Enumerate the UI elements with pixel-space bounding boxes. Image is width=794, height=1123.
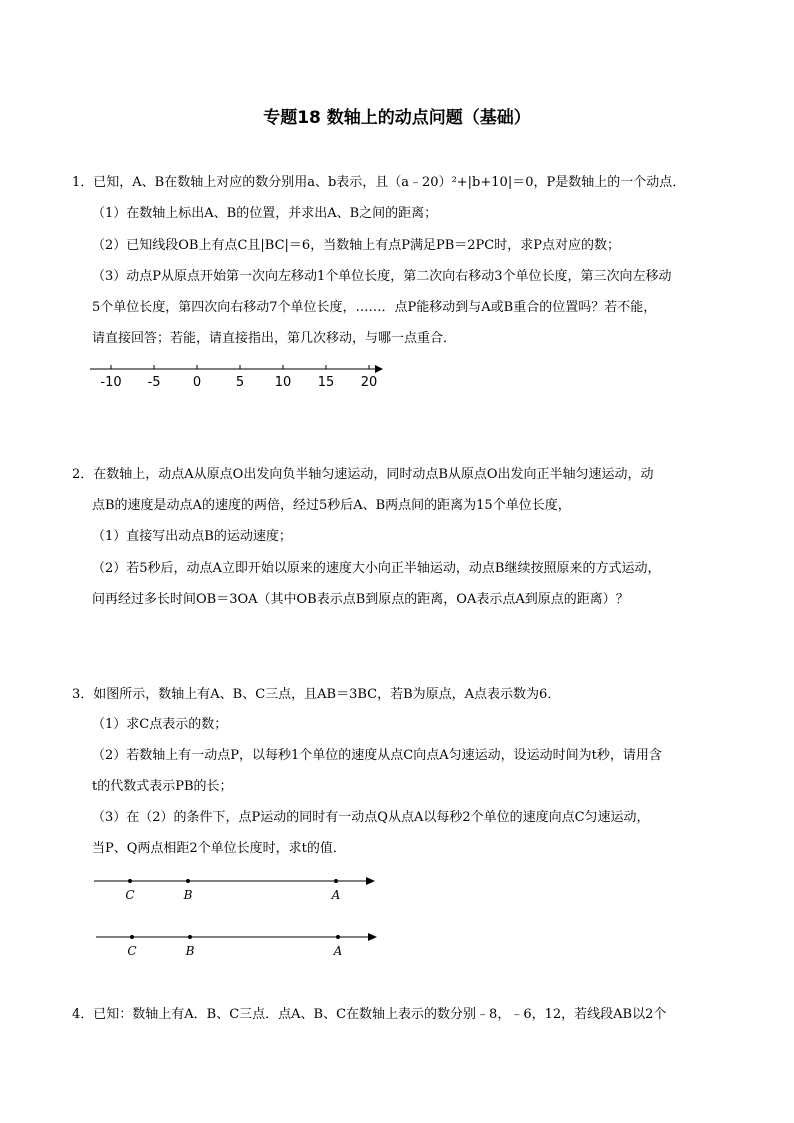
q3-axis1-arrow xyxy=(366,877,375,885)
q3-axis1-label-c: C xyxy=(125,888,135,902)
q3-number-line-2 xyxy=(92,926,382,962)
q2-part2-line1: （2）若5秒后，动点A立即开始以原来的速度大小向正半轴运动，动点B继续按照原来的方式运动， xyxy=(92,561,661,576)
q1-stem: 1．已知，A、B在数轴上对应的数分别用a、b表示，且（a﹣20）²+|b+10|＝0，P是数轴上的一个动点． xyxy=(72,175,686,190)
q3-number-line-1 xyxy=(90,870,380,906)
q3-axis1-point-a xyxy=(334,879,338,883)
q3-axis2-arrow xyxy=(368,933,377,941)
q1-part2: （2）已知线段OB上有点C且|BC|＝6，当数轴上有点P满足PB＝2PC时，求P点对应的数； xyxy=(92,238,620,253)
q3-part2-line1: （2）若数轴上有一动点P，以每秒1个单位的速度从点C向点A匀速运动，设运动时间为t秒，请用含 xyxy=(92,748,662,763)
q3-axis2-label-b: B xyxy=(185,944,195,958)
q1-axis-tick-label: 0 xyxy=(192,375,202,390)
q3-axis2-point-b xyxy=(188,935,192,939)
q1-axis-tick-label: 5 xyxy=(235,375,245,390)
q3-part1: （1）求C点表示的数； xyxy=(92,717,228,732)
q2-part1: （1）直接写出动点B的运动速度； xyxy=(92,529,292,544)
page-title: 专题18 数轴上的动点问题（基础） xyxy=(263,108,531,128)
q1-axis-tick-label: -10 xyxy=(100,375,122,390)
q2-part2-line2: 问再经过多长时间OB＝3OA（其中OB表示点B到原点的距离，OA表示点A到原点的距离）？ xyxy=(92,592,629,607)
q1-axis-tick-label: 15 xyxy=(317,375,335,390)
q1-part3-line2: 5个单位长度，第四次向右移动7个单位长度，……．点P能移动到与A或B重合的位置吗？若不能， xyxy=(92,300,657,315)
q1-axis-tick-label: -5 xyxy=(147,375,161,390)
q3-axis2-point-a xyxy=(336,935,340,939)
q3-axis1-point-c xyxy=(128,879,132,883)
q3-axis2-label-c: C xyxy=(127,944,137,958)
q1-axis-tick-label: 10 xyxy=(274,375,292,390)
q2-stem-line1: 2．在数轴上，动点A从原点O出发向负半轴匀速运动，同时动点B从原点O出发向正半轴匀速运动，动 xyxy=(72,467,654,482)
q3-axis1-label-b: B xyxy=(183,888,193,902)
q1-axis-arrow xyxy=(375,365,383,373)
q4-stem: 4．已知：数轴上有A．B、C三点．点A、B、C在数轴上表示的数分别﹣8，﹣6，12，若线段AB以2个 xyxy=(72,1007,667,1022)
q3-part3-line2: 当P、Q两点相距2个单位长度时，求t的值． xyxy=(92,841,346,856)
q3-part2-line2: t的代数式表示PB的长； xyxy=(92,779,233,794)
q2-stem-line2: 点B的速度是动点A的速度的两倍，经过5秒后A、B两点间的距离为15个单位长度， xyxy=(92,498,571,513)
q1-number-line xyxy=(85,360,395,392)
q3-axis2-label-a: A xyxy=(333,944,343,958)
q3-axis2-point-c xyxy=(130,935,134,939)
q3-axis1-point-b xyxy=(186,879,190,883)
q3-stem: 3．如图所示，数轴上有A、B、C三点，且AB＝3BC，若B为原点，A点表示数为6． xyxy=(72,687,561,702)
q1-part1: （1）在数轴上标出A、B的位置，并求出A、B之间的距离； xyxy=(92,206,438,221)
q1-part3-line3: 请直接回答；若能，请直接指出，第几次移动，与哪一点重合． xyxy=(92,331,457,346)
q1-axis-tick-label: 20 xyxy=(360,375,378,390)
q3-axis1-label-a: A xyxy=(331,888,341,902)
q1-part3-line1: （3）动点P从原点开始第一次向左移动1个单位长度，第二次向右移动3个单位长度，第三次向左移动 xyxy=(92,269,672,284)
q3-part3-line1: （3）在（2）的条件下，点P运动的同时有一动点Q从点A以每秒2个单位的速度向点C匀速运动， xyxy=(92,810,650,825)
